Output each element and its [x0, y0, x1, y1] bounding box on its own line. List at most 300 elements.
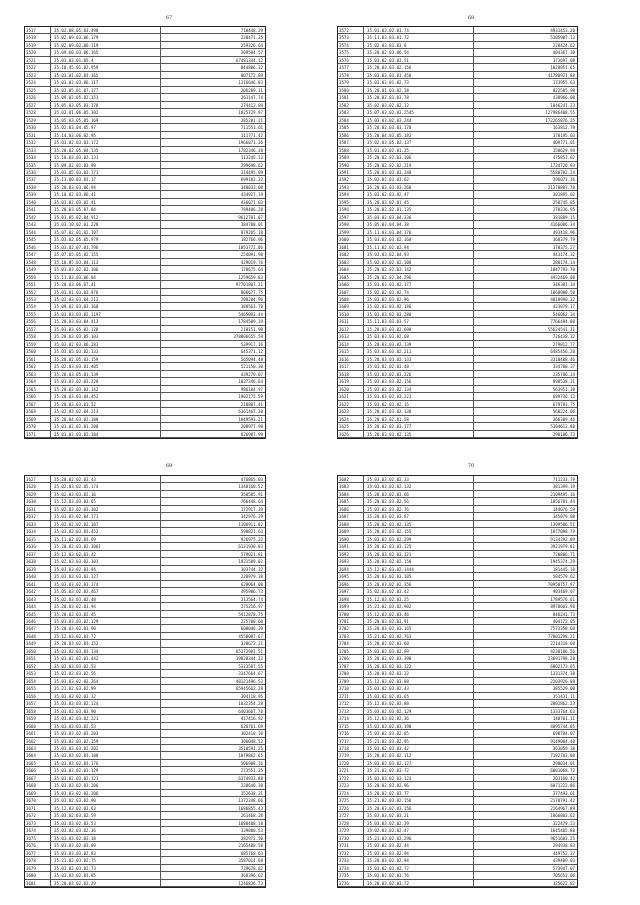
amount-cell: 822585.98 [552, 87, 575, 93]
row-number-cell: 3630 [25, 498, 51, 505]
code-cell: 35.20.02.05.04.135 [51, 147, 161, 154]
code-cell: 35.12.03.02.02.36 [364, 715, 474, 722]
table-row [25, 827, 265, 834]
code-cell: 35.20.03.03.02.139 [364, 341, 474, 348]
row-number-cell: 3557 [25, 326, 51, 333]
amount-cell: 1066883.62 [550, 813, 575, 819]
table-row [25, 296, 265, 303]
code-cell: 35.03.03.03.02.68 [364, 333, 474, 340]
amount-cell: 279812.77 [552, 341, 575, 347]
code-cell: 35.03.03.02.04.171 [51, 513, 161, 520]
table-row [25, 229, 265, 236]
amount-cell: 846241.73 [552, 611, 575, 617]
code-cell: 35.11.02.02.02.94 [364, 244, 474, 251]
code-cell: 35.03.02.02.03.442 [51, 655, 161, 662]
row-number-cell: 3629 [25, 491, 51, 498]
row-number-cell: 3589 [338, 154, 364, 161]
table-row [338, 760, 577, 767]
row-number-cell: 3575 [338, 49, 364, 56]
table-row [25, 663, 265, 670]
amount-cell: 228640.38 [240, 783, 263, 789]
code-cell: 35.20.02.02.03.142 [364, 266, 474, 273]
amount-cell: 41780921.88 [547, 72, 575, 78]
code-cell: 35.20.02.03.06.54 [364, 49, 474, 56]
code-cell: 35.03.05.01.07.177 [51, 87, 161, 94]
code-cell: 35.03.02.03.02.299 [364, 536, 474, 543]
amount-cell: 573947.07 [552, 865, 575, 871]
row-number-cell: 3560 [25, 348, 51, 355]
code-cell: 35.02.01.06.05.302 [51, 109, 161, 116]
code-cell: 35.20.03.02.03.94 [51, 603, 161, 610]
code-cell: 35.02.03.03.04.212 [51, 296, 161, 303]
code-cell: 35.02.03.03.03.8 [364, 42, 474, 49]
row-number-cell: 3525 [25, 87, 51, 94]
amount-cell: 1853772.06 [238, 244, 263, 250]
amount-cell: 449752.37 [552, 850, 575, 856]
table-row [25, 341, 265, 348]
code-cell: 35.20.03.03.04.452 [51, 393, 161, 400]
code-cell: 35.03.02.03.02.36 [51, 827, 161, 834]
code-cell: 35.03.02.03.02.168 [364, 236, 474, 243]
amount-cell: 806677.75 [240, 289, 263, 295]
table-row [338, 251, 577, 258]
code-cell: 35.20.02.03.03.78 [364, 94, 474, 101]
row-number-cell: 3691 [338, 543, 364, 550]
row-number-cell: 3538 [25, 184, 51, 191]
table-row [25, 431, 265, 438]
table-row [338, 176, 577, 183]
amount-cell: 278236.95 [552, 207, 575, 213]
amount-cell: 789406.28 [240, 207, 263, 213]
row-number-cell: 3735 [338, 872, 364, 879]
amount-cell: 1734720.93 [550, 162, 575, 168]
table-row [25, 176, 265, 183]
amount-cell: 1049593.21 [238, 416, 263, 422]
code-cell: 35.03.03.02.03.108 [51, 752, 161, 759]
amount-cell: 9651603.25 [550, 835, 575, 841]
code-cell: 35.03.10.02.01.228 [51, 221, 161, 228]
table-row [338, 723, 577, 730]
table-row [338, 416, 577, 423]
code-cell: 35.20.03.02.03.72 [364, 880, 474, 887]
table-row [338, 333, 577, 340]
row-number-cell: 3606 [338, 281, 364, 288]
code-cell: 35.03.02.02.01.208 [51, 423, 161, 430]
amount-cell: 4166086.34 [550, 222, 575, 228]
code-cell: 35.02.03.02.02.108 [364, 259, 474, 266]
table-row [25, 266, 265, 273]
code-cell: 35.03.03.02.03.280 [364, 311, 474, 318]
code-cell: 35.01.03.02.01.25 [364, 147, 474, 154]
row-number-cell: 3540 [25, 199, 51, 206]
table-row [25, 685, 265, 692]
code-cell: 35.03.02.03.02.129 [364, 708, 474, 715]
amount-cell: 539917.16 [240, 341, 263, 347]
code-cell: 35.20.03.02.02.29 [51, 880, 161, 887]
table-row [25, 835, 265, 842]
row-number-cell: 3649 [25, 640, 51, 647]
table-row [338, 348, 577, 355]
table-row [25, 348, 265, 355]
table-row [338, 596, 577, 603]
row-number-cell: 3584 [338, 117, 364, 124]
amount-cell: 438966.08 [552, 95, 575, 101]
table-row [25, 206, 265, 213]
code-cell: 35.03.03.02.03.223 [364, 393, 474, 400]
table-row [25, 842, 265, 849]
amount-cell: 620064.08 [240, 581, 263, 587]
table-row [338, 850, 577, 857]
amount-cell: 986184.97 [240, 386, 263, 392]
code-cell: 35.21.02.03.02.156 [364, 797, 474, 804]
table-row [338, 87, 577, 94]
table-row [338, 730, 577, 737]
row-number-cell: 3595 [338, 199, 364, 206]
code-cell: 35.03.03.05.02.128 [51, 326, 161, 333]
amount-cell: 285201.21 [240, 117, 263, 123]
table-row [338, 303, 577, 310]
code-cell: 35.20.02.02.03.43 [51, 476, 161, 483]
row-number-cell: 3648 [25, 633, 51, 640]
amount-cell: 113245.13 [240, 155, 263, 161]
row-number-cell: 3524 [25, 79, 51, 86]
amount-cell: 163812.79 [552, 125, 575, 131]
amount-cell: 1825729.97 [238, 110, 263, 116]
row-number-cell: 3688 [338, 521, 364, 528]
amount-cell: 1331374.38 [550, 671, 575, 677]
table-row [338, 386, 577, 393]
table-row [338, 625, 577, 632]
code-cell: 35.03.03.02.03.85 [51, 872, 161, 879]
code-cell: 35.20.04.03.02.108 [51, 416, 161, 423]
table-row [338, 57, 577, 64]
table-row [25, 812, 265, 819]
amount-cell: 608046.39 [240, 626, 263, 632]
table-row [25, 872, 265, 879]
code-cell: 35.20.03.02.03.398 [364, 655, 474, 662]
code-cell: 35.01.03.02.01.74 [364, 27, 474, 34]
amount-cell: 1902175.59 [238, 394, 263, 400]
table-row [25, 102, 265, 109]
amount-cell: 1782346.38 [238, 147, 263, 153]
code-cell: 35.03.02.03.03.51 [364, 57, 474, 64]
row-number-cell: 3626 [338, 431, 364, 438]
amount-cell: 1032354.28 [238, 701, 263, 707]
row-number-cell: 3555 [25, 311, 51, 318]
row-number-cell: 3533 [25, 147, 51, 154]
amount-cell: 368396.62 [240, 873, 263, 879]
code-cell: 35.02.03.03.02.53 [51, 663, 161, 670]
amount-cell: 313564.74 [240, 596, 263, 602]
table-row [25, 640, 265, 647]
table-row [338, 109, 577, 116]
row-number-cell: 3674 [25, 827, 51, 834]
row-number-cell: 3570 [25, 423, 51, 430]
table-row [338, 872, 577, 879]
amount-cell: 4238186.56 [550, 648, 575, 654]
table-row [338, 206, 577, 213]
table-row [338, 296, 577, 303]
table-row [338, 431, 577, 438]
code-cell: 35.20.03.02.01.45 [364, 199, 474, 206]
amount-cell: 679783.75 [552, 401, 575, 407]
amount-cell: 844806.32 [240, 65, 263, 71]
amount-cell: 377493.01 [552, 790, 575, 796]
code-cell: 35.09.02.05.02.151 [51, 94, 161, 101]
code-cell: 35.02.03.03.02.186 [364, 303, 474, 310]
amount-cell: 2109495.16 [550, 491, 575, 497]
row-number-cell: 3556 [25, 318, 51, 325]
code-cell: 35.03.03.03.06.117 [51, 79, 161, 86]
amount-cell: 1789576.61 [550, 596, 575, 602]
table-row [338, 139, 577, 146]
table-row [338, 117, 577, 124]
amount-cell: 1106911.02 [238, 521, 263, 527]
row-number-cell: 3552 [25, 289, 51, 296]
table-row [338, 805, 577, 812]
code-cell: 35.20.02.03.02.112 [364, 752, 474, 759]
amount-cell: 1079862.65 [238, 753, 263, 759]
table-row [338, 491, 577, 498]
table-row [338, 378, 577, 385]
row-number-cell: 3641 [25, 581, 51, 588]
code-cell: 35.03.02.03.02.211 [364, 348, 474, 355]
amount-cell: 210151.98 [240, 326, 263, 332]
code-cell: 35.10.03.03.02.131 [51, 154, 161, 161]
amount-cell: 275216.97 [240, 604, 263, 610]
code-cell: 35.03.02.03.03.172 [51, 139, 161, 146]
table-row [25, 880, 265, 887]
amount-cell: 1047793.70 [550, 267, 575, 273]
code-cell: 35.03.03.03.02.94 [364, 850, 474, 857]
amount-cell: 560224.06 [552, 409, 575, 415]
row-number-cell: 3529 [25, 117, 51, 124]
code-cell: 35.10.02.03.06.41 [51, 191, 161, 198]
code-cell: 35.09.02.01.03.98 [51, 162, 161, 169]
amount-cell: 230471.35 [240, 35, 263, 41]
table-row [338, 827, 577, 834]
table-row [25, 147, 265, 154]
table-row [25, 371, 265, 378]
amount-cell: 6001068.72 [550, 768, 575, 774]
row-number-cell: 3710 [338, 685, 364, 692]
amount-cell: 729678.82 [240, 865, 263, 871]
amount-cell: 9149084.40 [550, 738, 575, 744]
data-table [24, 26, 266, 439]
amount-cell: 384708.01 [240, 222, 263, 228]
amount-cell: 1056781.44 [550, 499, 575, 505]
amount-cell: 685768.63 [240, 850, 263, 856]
amount-cell: 306048.52 [240, 738, 263, 744]
code-cell: 35.20.02.02.02.219 [364, 162, 474, 169]
table-row [338, 64, 577, 71]
table-row [25, 154, 265, 161]
code-cell: 35.03.02.03.02.44 [364, 842, 474, 849]
table-row [25, 820, 265, 827]
row-number-cell: 3663 [25, 745, 51, 752]
amount-cell: 898538.31 [552, 379, 575, 385]
row-number-cell: 3680 [25, 872, 51, 879]
row-number-cell: 3633 [25, 521, 51, 528]
row-number-cell: 3700 [338, 611, 364, 618]
amount-cell: 172917.39 [240, 506, 263, 512]
table-row [338, 618, 577, 625]
code-cell: 35.20.03.06.07.41 [51, 281, 161, 288]
code-cell: 35.02.03.02.02.32 [364, 102, 474, 109]
code-cell: 35.02.09.03.06.179 [51, 34, 161, 41]
table-row [338, 700, 577, 707]
code-cell: 35.20.03.03.02.156 [364, 64, 474, 71]
row-number-cell: 3645 [25, 611, 51, 618]
code-cell: 35.20.03.03.02.135 [364, 431, 474, 438]
amount-cell: 434927.19 [240, 192, 263, 198]
table-row [25, 162, 265, 169]
table-row [338, 191, 577, 198]
row-number-cell: 3712 [338, 700, 364, 707]
amount-cell: 178675.64 [240, 267, 263, 273]
amount-cell: 2164967.89 [550, 805, 575, 811]
code-cell: 35.12.03.02.03.88 [364, 700, 474, 707]
row-number-cell: 3612 [338, 326, 364, 333]
row-number-cell: 3639 [25, 566, 51, 573]
row-number-cell: 3553 [25, 296, 51, 303]
code-cell: 35.03.03.02.03.21 [364, 812, 474, 819]
code-cell: 35.03.03.02.03.226 [364, 371, 474, 378]
code-cell: 35.03.03.02.03.94 [51, 566, 161, 573]
row-number-cell: 3667 [25, 775, 51, 782]
amount-cell: 273551.25 [240, 768, 263, 774]
code-cell: 35.02.02.03.02.74 [364, 289, 474, 296]
amount-cell: 2165408.58 [238, 843, 263, 849]
code-cell: 35.03.02.03.02.41 [51, 199, 161, 206]
amount-cell: 1028851.65 [550, 65, 575, 71]
table-row [25, 109, 265, 116]
row-number-cell: 3709 [338, 678, 364, 685]
amount-cell: 1966071.36 [238, 140, 263, 146]
amount-cell: 5580782.24 [550, 169, 575, 175]
table-row [25, 513, 265, 520]
row-number-cell: 3661 [25, 730, 51, 737]
amount-cell: 173955.63 [552, 80, 575, 86]
amount-cell: 65945662.28 [235, 686, 263, 692]
table-row [338, 797, 577, 804]
row-number-cell: 3671 [25, 805, 51, 812]
row-number-cell: 3666 [25, 767, 51, 774]
code-cell: 35.03.02.03.02.90 [51, 797, 161, 804]
amount-cell: 274412.89 [240, 102, 263, 108]
row-number-cell: 3591 [338, 169, 364, 176]
table-row [25, 117, 265, 124]
code-cell: 35.03.02.05.05.979 [51, 236, 161, 243]
code-cell: 35.20.02.02.03.106 [364, 154, 474, 161]
table-row [338, 513, 577, 520]
amount-cell: 294938.83 [552, 843, 575, 849]
code-cell: 35.13.00.03.03.17 [51, 176, 161, 183]
row-number-cell: 3534 [25, 154, 51, 161]
row-number-cell: 3578 [338, 72, 364, 79]
amount-cell: 6485456.20 [550, 349, 575, 355]
amount-cell: 495906.73 [240, 589, 263, 595]
table-row [338, 199, 577, 206]
table-row [25, 251, 265, 258]
code-cell: 35.02.03.03.03.101 [51, 558, 161, 565]
amount-cell: 4558087.67 [238, 633, 263, 639]
row-number-cell: 3692 [338, 551, 364, 558]
amount-cell: 1046241.23 [550, 102, 575, 108]
code-cell: 35.03.03.03.02.53 [51, 723, 161, 730]
code-cell: 35.20.02.03.03.125 [364, 543, 474, 550]
table-row [338, 782, 577, 789]
data-table [24, 475, 266, 888]
table-row [25, 528, 265, 535]
code-cell: 35.03.02.03.02.56 [51, 670, 161, 677]
code-cell: 35.03.02.03.06.283 [51, 341, 161, 348]
row-number-cell: 3711 [338, 693, 364, 700]
table-row [25, 551, 265, 558]
amount-cell: 339800.53 [240, 828, 263, 834]
table-row [25, 536, 265, 543]
amount-cell: 182766.96 [240, 237, 263, 243]
table-row [25, 169, 265, 176]
table-row [25, 311, 265, 318]
row-number-cell: 3611 [338, 318, 364, 325]
amount-cell: 6131930.83 [238, 544, 263, 550]
code-cell: 35.20.02.02.03.60 [364, 640, 474, 647]
code-cell: 35.03.02.07.01.796 [51, 244, 161, 251]
table-row [25, 72, 265, 79]
row-number-cell: 3693 [338, 558, 364, 565]
table-row [25, 87, 265, 94]
table-row [25, 318, 265, 325]
table-row [338, 371, 577, 378]
row-number-cell: 3568 [25, 408, 51, 415]
amount-cell: 19828344.32 [235, 656, 263, 662]
amount-cell: 1333764.63 [550, 708, 575, 714]
table-row [25, 423, 265, 430]
table-row [25, 221, 265, 228]
code-cell: 35.03.03.02.03.32 [51, 693, 161, 700]
table-row [25, 191, 265, 198]
amount-cell: 209584.57 [240, 50, 263, 56]
row-number-cell: 3655 [25, 685, 51, 692]
row-number-cell: 3602 [338, 251, 364, 258]
table-row [338, 423, 577, 430]
code-cell: 35.07.05.05.02.155 [51, 251, 161, 258]
code-cell: 35.03.03.02.02.106 [51, 266, 161, 273]
table-row [338, 169, 577, 176]
table-row [338, 72, 577, 79]
amount-cell: 228424.62 [552, 42, 575, 48]
table-row [338, 229, 577, 236]
table-row [25, 139, 265, 146]
code-cell: 35.02.03.02.05.174 [51, 483, 161, 490]
table-row [338, 244, 577, 251]
code-cell: 35.09.02.03.03.168 [51, 303, 161, 310]
amount-cell: 1399586.51 [550, 521, 575, 527]
code-cell: 35.03.02.03.02.76 [364, 506, 474, 513]
row-number-cell: 3651 [25, 655, 51, 662]
code-cell: 35.03.02.03.02.121 [51, 775, 161, 782]
code-cell: 35.03.03.01.05.4 [51, 57, 161, 64]
table-row [338, 767, 577, 774]
table-row [25, 401, 265, 408]
table-row [25, 693, 265, 700]
amount-cell: 5304612.80 [550, 424, 575, 430]
amount-cell: 373697.08 [552, 57, 575, 63]
table-row [338, 311, 577, 318]
code-cell: 35.20.03.02.02.356 [364, 581, 474, 588]
table-row [338, 476, 577, 483]
